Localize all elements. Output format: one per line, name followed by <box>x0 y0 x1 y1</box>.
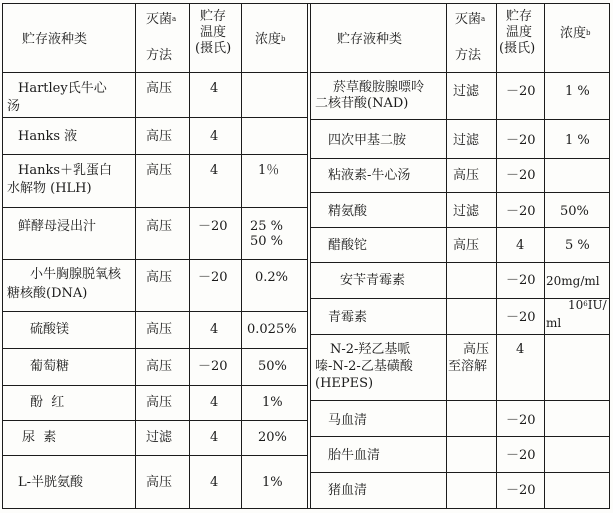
right-row-0-method: 过滤 <box>453 84 480 99</box>
left-row-3-conc-2: 50 % <box>250 234 284 249</box>
left-row-rule <box>2 117 307 118</box>
right-row-rule <box>310 158 609 159</box>
right-row-10-temp: －20 <box>506 483 536 498</box>
left-row-0-type: Hartley氏牛心 <box>18 81 107 96</box>
right-row-7-method: 高压 <box>463 342 490 357</box>
table-top-border <box>2 3 609 4</box>
left-row-9-temp: 4 <box>210 475 219 490</box>
left-header-temp-line2: 温度 <box>200 25 227 40</box>
right-row-7-type-line2: 嗪-N-2-乙基磺酸 <box>315 359 413 374</box>
right-header-type: 贮存液种类 <box>337 32 403 47</box>
left-row-3-method: 高压 <box>146 219 173 234</box>
right-row-rule <box>310 298 609 299</box>
left-row-4-method: 高压 <box>146 270 173 285</box>
right-row-5-conc: 20mg/ml <box>546 274 600 288</box>
right-row-9-temp: －20 <box>506 448 536 463</box>
right-row-6-temp: －20 <box>506 310 536 325</box>
left-header-method-line2: 方法 <box>146 48 173 63</box>
right-row-6-conc <box>568 298 607 312</box>
left-row-7-type: 酚 红 <box>30 395 65 410</box>
left-row-5-conc: 0.025% <box>247 322 297 337</box>
right-row-rule <box>310 262 609 263</box>
right-row-rule <box>310 119 609 120</box>
footnote-b-mark: b <box>281 35 286 43</box>
middle-divider-b <box>310 3 311 509</box>
left-row-3-type: 鲜酵母浸出汁 <box>18 219 97 234</box>
left-row-2-type: Hanks＋乳蛋白 <box>18 163 113 178</box>
left-row-0-temp: 4 <box>210 81 219 96</box>
right-row-9-type: 胎牛血清 <box>328 448 381 463</box>
left-row-5-type: 硫酸镁 <box>30 322 70 337</box>
left-col-divider-3 <box>241 3 242 509</box>
right-col-divider-3 <box>544 3 545 509</box>
left-row-4-conc: 0.2% <box>255 270 289 285</box>
middle-divider-a <box>307 3 308 509</box>
right-row-6-conc-unit: IU/ <box>587 298 607 312</box>
footnote-a-mark: a <box>481 15 486 23</box>
right-col-divider-2 <box>496 3 497 509</box>
right-row-rule <box>310 192 609 193</box>
left-row-7-temp: 4 <box>210 395 219 410</box>
right-header-method <box>455 12 485 28</box>
right-row-8-temp: －20 <box>506 413 536 428</box>
left-row-0-method: 高压 <box>146 81 173 96</box>
left-row-5-temp: 4 <box>210 322 219 337</box>
left-row-4-type-line2: 糖核酸(DNA) <box>7 286 88 301</box>
left-row-8-conc: 20% <box>258 430 287 445</box>
left-row-rule <box>2 259 307 260</box>
right-row-0-type-line2: 二核苷酸(NAD) <box>315 96 409 111</box>
left-row-8-temp: 4 <box>210 430 219 445</box>
right-header-method-line2: 方法 <box>455 48 482 63</box>
right-row-7-type-line3: (HEPES) <box>315 376 374 391</box>
right-row-5-temp: －20 <box>506 273 536 288</box>
right-header-method-text: 灭菌 <box>455 12 482 27</box>
right-row-3-conc: 50% <box>560 204 589 219</box>
left-row-rule <box>2 455 307 456</box>
left-row-2-conc: 1％ <box>258 163 280 178</box>
left-row-6-type: 葡萄糖 <box>30 359 70 374</box>
left-header-conc-text: 浓度 <box>255 32 282 47</box>
right-col-divider-1 <box>446 3 447 509</box>
left-row-4-temp: －20 <box>198 270 228 285</box>
right-row-0-type: 菸草酸胺腺嘌呤 <box>333 80 425 95</box>
right-header-conc <box>560 26 591 42</box>
left-row-3-conc: 25 % <box>250 219 284 234</box>
left-header-rule <box>2 72 307 73</box>
left-col-divider-2 <box>189 3 190 509</box>
right-header-temp-line2: 温度 <box>506 25 533 40</box>
right-row-1-conc: 1 % <box>565 133 590 148</box>
left-row-6-temp: －20 <box>198 359 228 374</box>
right-row-rule <box>310 400 609 401</box>
left-row-2-method: 高压 <box>146 163 173 178</box>
left-row-6-conc: 50% <box>258 359 287 374</box>
right-row-2-method: 高压 <box>453 168 480 183</box>
left-row-2-temp: 4 <box>210 163 219 178</box>
right-header-temp-line1: 贮存 <box>506 9 533 24</box>
left-row-9-method: 高压 <box>146 475 173 490</box>
table-bottom-border <box>2 508 609 509</box>
left-row-9-type: L-半胱氨酸 <box>18 475 84 490</box>
right-row-7-method-line2: 至溶解 <box>448 359 488 374</box>
right-row-10-type: 猪血清 <box>328 483 368 498</box>
right-row-4-method: 高压 <box>453 238 480 253</box>
left-row-rule <box>2 420 307 421</box>
table-left-border <box>2 3 3 509</box>
left-col-divider-1 <box>135 3 136 509</box>
right-row-8-type: 马血清 <box>328 413 368 428</box>
right-row-rule <box>310 227 609 228</box>
left-row-rule <box>2 385 307 386</box>
left-header-method-text: 灭菌 <box>146 12 173 27</box>
left-header-type: 贮存液种类 <box>22 32 88 47</box>
right-row-6-conc-exp: 6 <box>583 300 588 308</box>
left-row-9-conc: 1% <box>262 475 283 490</box>
left-row-5-method: 高压 <box>146 322 173 337</box>
left-header-temp-line1: 贮存 <box>200 9 227 24</box>
left-row-4-type: 小牛胸腺脱氧核 <box>30 267 122 282</box>
right-header-rule <box>310 72 609 73</box>
right-row-0-temp: －20 <box>506 84 536 99</box>
left-row-rule <box>2 154 307 155</box>
left-row-rule <box>2 207 307 208</box>
right-row-7-temp: 4 <box>516 342 525 357</box>
left-header-method <box>146 12 176 28</box>
left-row-1-method: 高压 <box>146 129 173 144</box>
left-row-8-method: 过滤 <box>146 430 173 445</box>
left-row-rule <box>2 348 307 349</box>
left-row-rule <box>2 311 307 312</box>
left-row-7-method: 高压 <box>146 395 173 410</box>
left-row-1-temp: 4 <box>210 129 219 144</box>
right-header-temp-line3: (摄氏) <box>499 41 536 56</box>
right-row-4-temp: 4 <box>516 238 525 253</box>
right-row-7-type: N-2-羟乙基哌 <box>330 342 411 357</box>
left-row-0-type-line2: 汤 <box>7 99 21 114</box>
right-row-2-type: 粘液素-牛心汤 <box>328 168 411 183</box>
left-row-7-conc: 1% <box>262 395 283 410</box>
right-row-3-method: 过滤 <box>453 204 480 219</box>
right-header-conc-text: 浓度 <box>560 26 587 41</box>
right-row-4-conc: 5 % <box>565 238 590 253</box>
right-row-6-conc-base: 10 <box>568 298 584 312</box>
left-row-3-temp: －20 <box>198 219 228 234</box>
table-right-border <box>609 3 610 509</box>
left-row-8-type: 尿 素 <box>22 430 57 445</box>
right-row-3-type: 精氨酸 <box>328 204 368 219</box>
right-row-0-conc: 1 % <box>565 84 590 99</box>
right-row-rule <box>310 436 609 437</box>
right-row-rule <box>310 472 609 473</box>
left-row-2-type-line2: 水解物 (HLH) <box>7 181 92 196</box>
footnote-a-mark: a <box>172 15 177 23</box>
right-row-2-temp: －20 <box>506 168 536 183</box>
right-row-1-temp: －20 <box>506 133 536 148</box>
right-row-1-method: 过滤 <box>453 133 480 148</box>
right-row-6-type: 青霉素 <box>328 310 368 325</box>
right-row-6-conc-line2: ml <box>546 316 562 330</box>
right-row-3-temp: －20 <box>506 204 536 219</box>
left-row-6-method: 高压 <box>146 359 173 374</box>
footnote-b-mark: b <box>586 29 591 37</box>
left-header-temp-line3: (摄氏) <box>195 41 232 56</box>
right-row-4-type: 醋酸铊 <box>328 238 368 253</box>
left-header-conc <box>255 32 286 48</box>
right-row-1-type: 四次甲基二胺 <box>328 133 407 148</box>
right-row-rule <box>310 334 609 335</box>
left-row-1-type: Hanks 液 <box>18 129 78 144</box>
right-row-5-type: 安苄青霉素 <box>340 273 406 288</box>
